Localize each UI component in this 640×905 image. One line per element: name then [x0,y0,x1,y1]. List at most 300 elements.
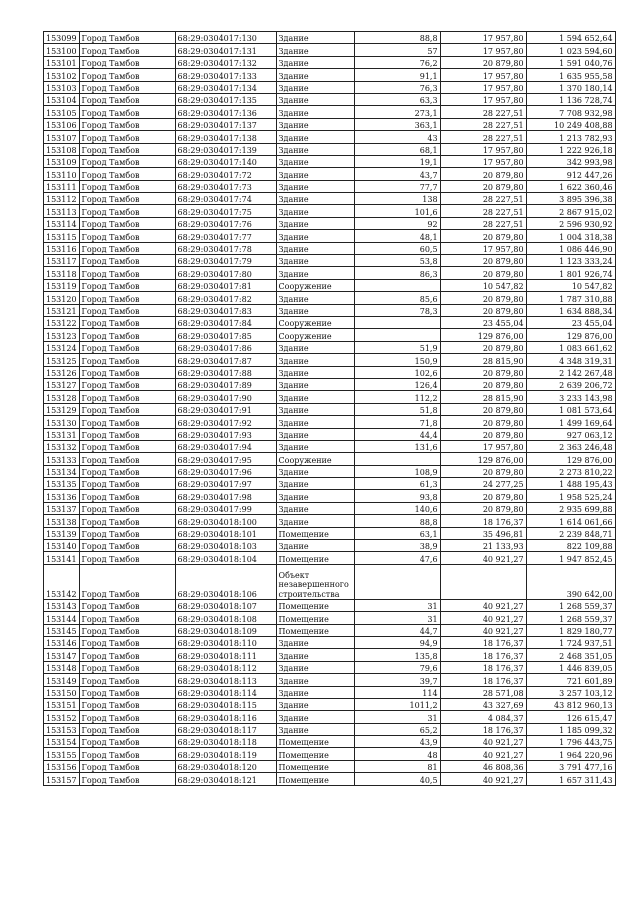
cell-city: Город Тамбов [79,106,175,118]
table-row [44,428,616,440]
cell-city: Город Тамбов [79,168,175,180]
cell-cadastral-value: 1 123 333,24 [526,255,615,267]
table-row [44,93,616,105]
cell-area: 19,1 [354,155,440,167]
cell-city: Город Тамбов [79,661,175,673]
table-row [44,564,616,599]
cell-unit-value: 40 921,27 [440,599,526,611]
cell-row-number: 153144 [44,612,80,624]
cell-object-type: Сооружение [276,329,354,341]
cell-cadastral-number: 68:29:0304017:79 [175,255,276,267]
table-row [44,723,616,735]
table-row [44,155,616,167]
table-row [44,230,616,242]
cell-cadastral-value: 2 273 810,22 [526,465,615,477]
table-row [44,478,616,490]
table-row [44,267,616,279]
table-row [44,674,616,686]
cell-cadastral-value: 927 063,12 [526,428,615,440]
cell-city: Город Тамбов [79,304,175,316]
table-row [44,748,616,760]
cell-unit-value: 20 879,80 [440,416,526,428]
cell-unit-value: 20 879,80 [440,56,526,68]
cell-cadastral-number: 68:29:0304018:100 [175,515,276,527]
cell-row-number: 153106 [44,118,80,130]
cell-cadastral-value: 2 639 206,72 [526,378,615,390]
table-row [44,32,616,44]
cell-unit-value: 28 227,51 [440,205,526,217]
cell-city: Город Тамбов [79,674,175,686]
cell-area: 38,9 [354,540,440,552]
cell-unit-value: 43 327,69 [440,698,526,710]
cell-cadastral-number: 68:29:0304018:108 [175,612,276,624]
cell-row-number: 153151 [44,698,80,710]
cell-object-type: Помещение [276,552,354,564]
cell-cadastral-number: 68:29:0304018:106 [175,564,276,599]
cell-cadastral-number: 68:29:0304017:81 [175,279,276,291]
table-row [44,502,616,514]
cell-cadastral-value: 822 109,88 [526,540,615,552]
cell-cadastral-value: 1 185 099,32 [526,723,615,735]
cell-area: 31 [354,599,440,611]
cell-city: Город Тамбов [79,478,175,490]
table-row [44,711,616,723]
cell-city: Город Тамбов [79,205,175,217]
cell-cadastral-number: 68:29:0304017:97 [175,478,276,490]
cell-city: Город Тамбов [79,736,175,748]
cell-object-type: Здание [276,649,354,661]
cell-object-type: Здание [276,391,354,403]
cell-area: 51,8 [354,403,440,415]
cell-cadastral-number: 68:29:0304017:138 [175,131,276,143]
table-row [44,292,616,304]
cell-cadastral-value: 1 213 782,93 [526,131,615,143]
cell-cadastral-number: 68:29:0304018:112 [175,661,276,673]
cell-row-number: 153107 [44,131,80,143]
cell-cadastral-value: 1 222 926,18 [526,143,615,155]
cell-object-type: Здание [276,32,354,44]
cell-object-type: Здание [276,366,354,378]
cell-city: Город Тамбов [79,255,175,267]
cell-row-number: 153131 [44,428,80,440]
cell-cadastral-number: 68:29:0304017:88 [175,366,276,378]
cell-object-type: Здание [276,106,354,118]
cell-unit-value: 17 957,80 [440,242,526,254]
cell-cadastral-number: 68:29:0304017:95 [175,453,276,465]
cell-row-number: 153139 [44,527,80,539]
cell-cadastral-number: 68:29:0304017:136 [175,106,276,118]
cell-object-type: Здание [276,267,354,279]
cell-city: Город Тамбов [79,698,175,710]
cell-row-number: 153149 [44,674,80,686]
cell-area: 63,1 [354,527,440,539]
cell-area: 112,2 [354,391,440,403]
cell-object-type: Здание [276,440,354,452]
cell-cadastral-value: 1 499 169,64 [526,416,615,428]
cell-cadastral-value: 721 601,89 [526,674,615,686]
cell-unit-value: 28 571,08 [440,686,526,698]
cell-area: 65,2 [354,723,440,735]
cell-area: 44,7 [354,624,440,636]
table-row [44,540,616,552]
table-row [44,490,616,502]
cell-cadastral-value: 1 829 180,77 [526,624,615,636]
cell-unit-value: 17 957,80 [440,93,526,105]
cell-unit-value: 20 879,80 [440,304,526,316]
cell-cadastral-value: 1 268 559,37 [526,612,615,624]
table-row [44,649,616,661]
cell-cadastral-number: 68:29:0304017:91 [175,403,276,415]
cell-row-number: 153143 [44,599,80,611]
cell-unit-value: 129 876,00 [440,329,526,341]
cell-row-number: 153150 [44,686,80,698]
cell-city: Город Тамбов [79,636,175,648]
cell-unit-value: 28 227,51 [440,217,526,229]
cell-city: Город Тамбов [79,316,175,328]
cell-unit-value [440,564,526,599]
cell-object-type: Здание [276,304,354,316]
cell-area: 43 [354,131,440,143]
cell-unit-value: 4 084,37 [440,711,526,723]
cell-city: Город Тамбов [79,440,175,452]
cell-city: Город Тамбов [79,378,175,390]
cell-object-type: Здание [276,723,354,735]
cell-cadastral-number: 68:29:0304017:134 [175,81,276,93]
table-row [44,354,616,366]
cell-cadastral-value: 1 787 310,88 [526,292,615,304]
cell-area: 94,9 [354,636,440,648]
cell-city: Город Тамбов [79,44,175,56]
cell-row-number: 153125 [44,354,80,366]
cell-object-type: Здание [276,131,354,143]
table-body [44,32,616,786]
cell-row-number: 153146 [44,636,80,648]
cell-cadastral-value: 2 935 699,88 [526,502,615,514]
cell-area: 48 [354,748,440,760]
cell-city: Город Тамбов [79,723,175,735]
cell-cadastral-value: 1 657 311,43 [526,773,615,785]
cell-cadastral-number: 68:29:0304017:76 [175,217,276,229]
cell-cadastral-number: 68:29:0304018:107 [175,599,276,611]
cell-cadastral-value: 3 233 143,98 [526,391,615,403]
cell-cadastral-value: 342 993,98 [526,155,615,167]
cell-row-number: 153142 [44,564,80,599]
cell-object-type: Помещение [276,748,354,760]
table-row [44,242,616,254]
cell-city: Город Тамбов [79,118,175,130]
cell-unit-value: 21 133,93 [440,540,526,552]
cell-row-number: 153113 [44,205,80,217]
cell-object-type: Сооружение [276,453,354,465]
cell-unit-value: 20 879,80 [440,378,526,390]
cell-row-number: 153102 [44,69,80,81]
cell-area: 91,1 [354,69,440,81]
cell-area: 108,9 [354,465,440,477]
table-row [44,453,616,465]
cell-cadastral-value: 390 642,00 [526,564,615,599]
cell-row-number: 153154 [44,736,80,748]
cell-cadastral-value: 23 455,04 [526,316,615,328]
table-row [44,106,616,118]
cell-object-type: Здание [276,502,354,514]
cell-row-number: 153138 [44,515,80,527]
cell-cadastral-number: 68:29:0304018:120 [175,760,276,772]
cell-cadastral-number: 68:29:0304017:140 [175,155,276,167]
cell-object-type: Здание [276,636,354,648]
cell-cadastral-number: 68:29:0304017:137 [175,118,276,130]
cell-area: 140,6 [354,502,440,514]
cell-area: 150,9 [354,354,440,366]
cell-row-number: 153105 [44,106,80,118]
cell-row-number: 153119 [44,279,80,291]
cell-area: 61,3 [354,478,440,490]
cell-cadastral-value: 1 594 652,64 [526,32,615,44]
cell-area [354,564,440,599]
cell-cadastral-number: 68:29:0304017:94 [175,440,276,452]
cell-cadastral-number: 68:29:0304017:139 [175,143,276,155]
cell-cadastral-number: 68:29:0304017:96 [175,465,276,477]
table-row [44,391,616,403]
cell-cadastral-value: 10 547,82 [526,279,615,291]
cell-object-type: Здание [276,93,354,105]
cell-unit-value: 20 879,80 [440,255,526,267]
cell-unit-value: 24 277,25 [440,478,526,490]
cell-row-number: 153108 [44,143,80,155]
cell-city: Город Тамбов [79,69,175,81]
cell-object-type: Здание [276,711,354,723]
cell-cadastral-number: 68:29:0304017:74 [175,193,276,205]
cell-cadastral-value: 2 468 351,05 [526,649,615,661]
cell-area: 77,7 [354,180,440,192]
cell-unit-value: 23 455,04 [440,316,526,328]
cell-city: Город Тамбов [79,773,175,785]
cell-cadastral-number: 68:29:0304018:111 [175,649,276,661]
table-row [44,279,616,291]
cell-row-number: 153114 [44,217,80,229]
table-row [44,255,616,267]
cell-cadastral-number: 68:29:0304018:117 [175,723,276,735]
cell-unit-value: 28 815,90 [440,354,526,366]
cell-cadastral-number: 68:29:0304017:87 [175,354,276,366]
cell-cadastral-value: 1 635 955,58 [526,69,615,81]
cell-cadastral-number: 68:29:0304017:84 [175,316,276,328]
cell-unit-value: 20 879,80 [440,180,526,192]
cell-object-type: Здание [276,143,354,155]
cell-row-number: 153153 [44,723,80,735]
cell-area: 76,3 [354,81,440,93]
cell-unit-value: 10 547,82 [440,279,526,291]
cell-city: Город Тамбов [79,416,175,428]
table-row [44,341,616,353]
cell-object-type: Здание [276,193,354,205]
cell-cadastral-number: 68:29:0304017:133 [175,69,276,81]
cell-object-type: Здание [276,490,354,502]
cell-cadastral-value: 129 876,00 [526,453,615,465]
cell-cadastral-number: 68:29:0304017:90 [175,391,276,403]
cell-object-type: Здание [276,217,354,229]
cell-row-number: 153130 [44,416,80,428]
cell-row-number: 153117 [44,255,80,267]
cell-cadastral-number: 68:29:0304017:85 [175,329,276,341]
cell-area [354,279,440,291]
cell-area: 31 [354,612,440,624]
table-row [44,304,616,316]
cell-city: Город Тамбов [79,686,175,698]
cell-unit-value: 28 227,51 [440,118,526,130]
cell-cadastral-number: 68:29:0304018:113 [175,674,276,686]
cell-cadastral-number: 68:29:0304017:72 [175,168,276,180]
cell-object-type: Здание [276,341,354,353]
cell-row-number: 153137 [44,502,80,514]
cell-object-type: Помещение [276,527,354,539]
cell-cadastral-value: 1 964 220,96 [526,748,615,760]
cell-area: 43,9 [354,736,440,748]
cell-cadastral-number: 68:29:0304018:101 [175,527,276,539]
cell-area: 40,5 [354,773,440,785]
cell-area [354,316,440,328]
cell-row-number: 153122 [44,316,80,328]
cell-area: 68,1 [354,143,440,155]
cell-city: Город Тамбов [79,292,175,304]
cell-object-type: Здание [276,515,354,527]
cell-unit-value: 17 957,80 [440,440,526,452]
cell-cadastral-number: 68:29:0304017:98 [175,490,276,502]
cell-object-type: Сооружение [276,279,354,291]
cell-unit-value: 20 879,80 [440,502,526,514]
cell-city: Город Тамбов [79,267,175,279]
cell-city: Город Тамбов [79,612,175,624]
cell-row-number: 153115 [44,230,80,242]
cell-row-number: 153136 [44,490,80,502]
cell-city: Город Тамбов [79,180,175,192]
cell-area: 31 [354,711,440,723]
cell-cadastral-number: 68:29:0304017:75 [175,205,276,217]
cell-area: 131,6 [354,440,440,452]
cell-row-number: 153128 [44,391,80,403]
cell-city: Город Тамбов [79,131,175,143]
cell-city: Город Тамбов [79,527,175,539]
cell-city: Город Тамбов [79,32,175,44]
cell-unit-value: 40 921,27 [440,736,526,748]
cell-row-number: 153101 [44,56,80,68]
cell-unit-value: 20 879,80 [440,366,526,378]
cell-city: Город Тамбов [79,599,175,611]
cell-cadastral-value: 2 239 848,71 [526,527,615,539]
cell-city: Город Тамбов [79,230,175,242]
table-row [44,316,616,328]
cell-unit-value: 28 227,51 [440,106,526,118]
table-row [44,131,616,143]
cell-cadastral-number: 68:29:0304017:83 [175,304,276,316]
cell-cadastral-value: 1 488 195,43 [526,478,615,490]
cell-area: 126,4 [354,378,440,390]
cell-city: Город Тамбов [79,490,175,502]
cell-object-type: Здание [276,661,354,673]
cell-object-type: Объект незавершенного строительства [276,564,354,599]
cell-cadastral-value: 1 086 446,90 [526,242,615,254]
cell-cadastral-value: 3 257 103,12 [526,686,615,698]
cell-cadastral-number: 68:29:0304018:115 [175,698,276,710]
cell-row-number: 153111 [44,180,80,192]
cell-unit-value: 20 879,80 [440,403,526,415]
cell-object-type: Здание [276,155,354,167]
cell-unit-value: 40 921,27 [440,552,526,564]
cell-cadastral-value: 1 023 594,60 [526,44,615,56]
cell-cadastral-number: 68:29:0304017:132 [175,56,276,68]
cell-unit-value: 17 957,80 [440,44,526,56]
cell-cadastral-value: 1 591 040,76 [526,56,615,68]
cell-city: Город Тамбов [79,341,175,353]
cell-row-number: 153145 [44,624,80,636]
cell-object-type: Здание [276,403,354,415]
cell-cadastral-value: 3 791 477,16 [526,760,615,772]
cell-unit-value: 40 921,27 [440,612,526,624]
table-row [44,81,616,93]
table-row [44,217,616,229]
table-row [44,736,616,748]
cell-unit-value: 20 879,80 [440,490,526,502]
cell-row-number: 153124 [44,341,80,353]
cell-city: Город Тамбов [79,193,175,205]
cell-cadastral-value: 1 081 573,64 [526,403,615,415]
cell-cadastral-number: 68:29:0304017:131 [175,44,276,56]
cell-area: 60,5 [354,242,440,254]
cell-cadastral-number: 68:29:0304018:114 [175,686,276,698]
cell-object-type: Здание [276,478,354,490]
table-row [44,416,616,428]
cell-object-type: Здание [276,428,354,440]
cell-cadastral-number: 68:29:0304018:119 [175,748,276,760]
table-row [44,552,616,564]
cell-object-type: Здание [276,354,354,366]
cell-city: Город Тамбов [79,465,175,477]
cell-cadastral-number: 68:29:0304017:130 [175,32,276,44]
cell-area: 39,7 [354,674,440,686]
table-row [44,205,616,217]
cell-object-type: Здание [276,56,354,68]
cell-unit-value: 40 921,27 [440,748,526,760]
cell-row-number: 153099 [44,32,80,44]
cell-city: Город Тамбов [79,354,175,366]
cell-area: 63,3 [354,93,440,105]
cell-row-number: 153104 [44,93,80,105]
cell-object-type: Здание [276,180,354,192]
table-row [44,773,616,785]
cell-city: Город Тамбов [79,552,175,564]
cell-object-type: Здание [276,69,354,81]
cell-area: 135,8 [354,649,440,661]
cell-row-number: 153134 [44,465,80,477]
cell-row-number: 153103 [44,81,80,93]
cell-area: 1011,2 [354,698,440,710]
cell-city: Город Тамбов [79,515,175,527]
cell-row-number: 153133 [44,453,80,465]
cell-area: 79,6 [354,661,440,673]
cell-row-number: 153156 [44,760,80,772]
cell-area: 92 [354,217,440,229]
cell-cadastral-value: 7 708 932,98 [526,106,615,118]
cell-cadastral-value: 1 083 661,62 [526,341,615,353]
cell-city: Город Тамбов [79,217,175,229]
cell-unit-value: 20 879,80 [440,428,526,440]
cell-city: Город Тамбов [79,93,175,105]
cell-object-type: Здание [276,44,354,56]
cell-cadastral-value: 10 249 408,88 [526,118,615,130]
cell-object-type: Здание [276,674,354,686]
table-row [44,378,616,390]
cell-unit-value: 28 227,51 [440,193,526,205]
cell-city: Город Тамбов [79,748,175,760]
